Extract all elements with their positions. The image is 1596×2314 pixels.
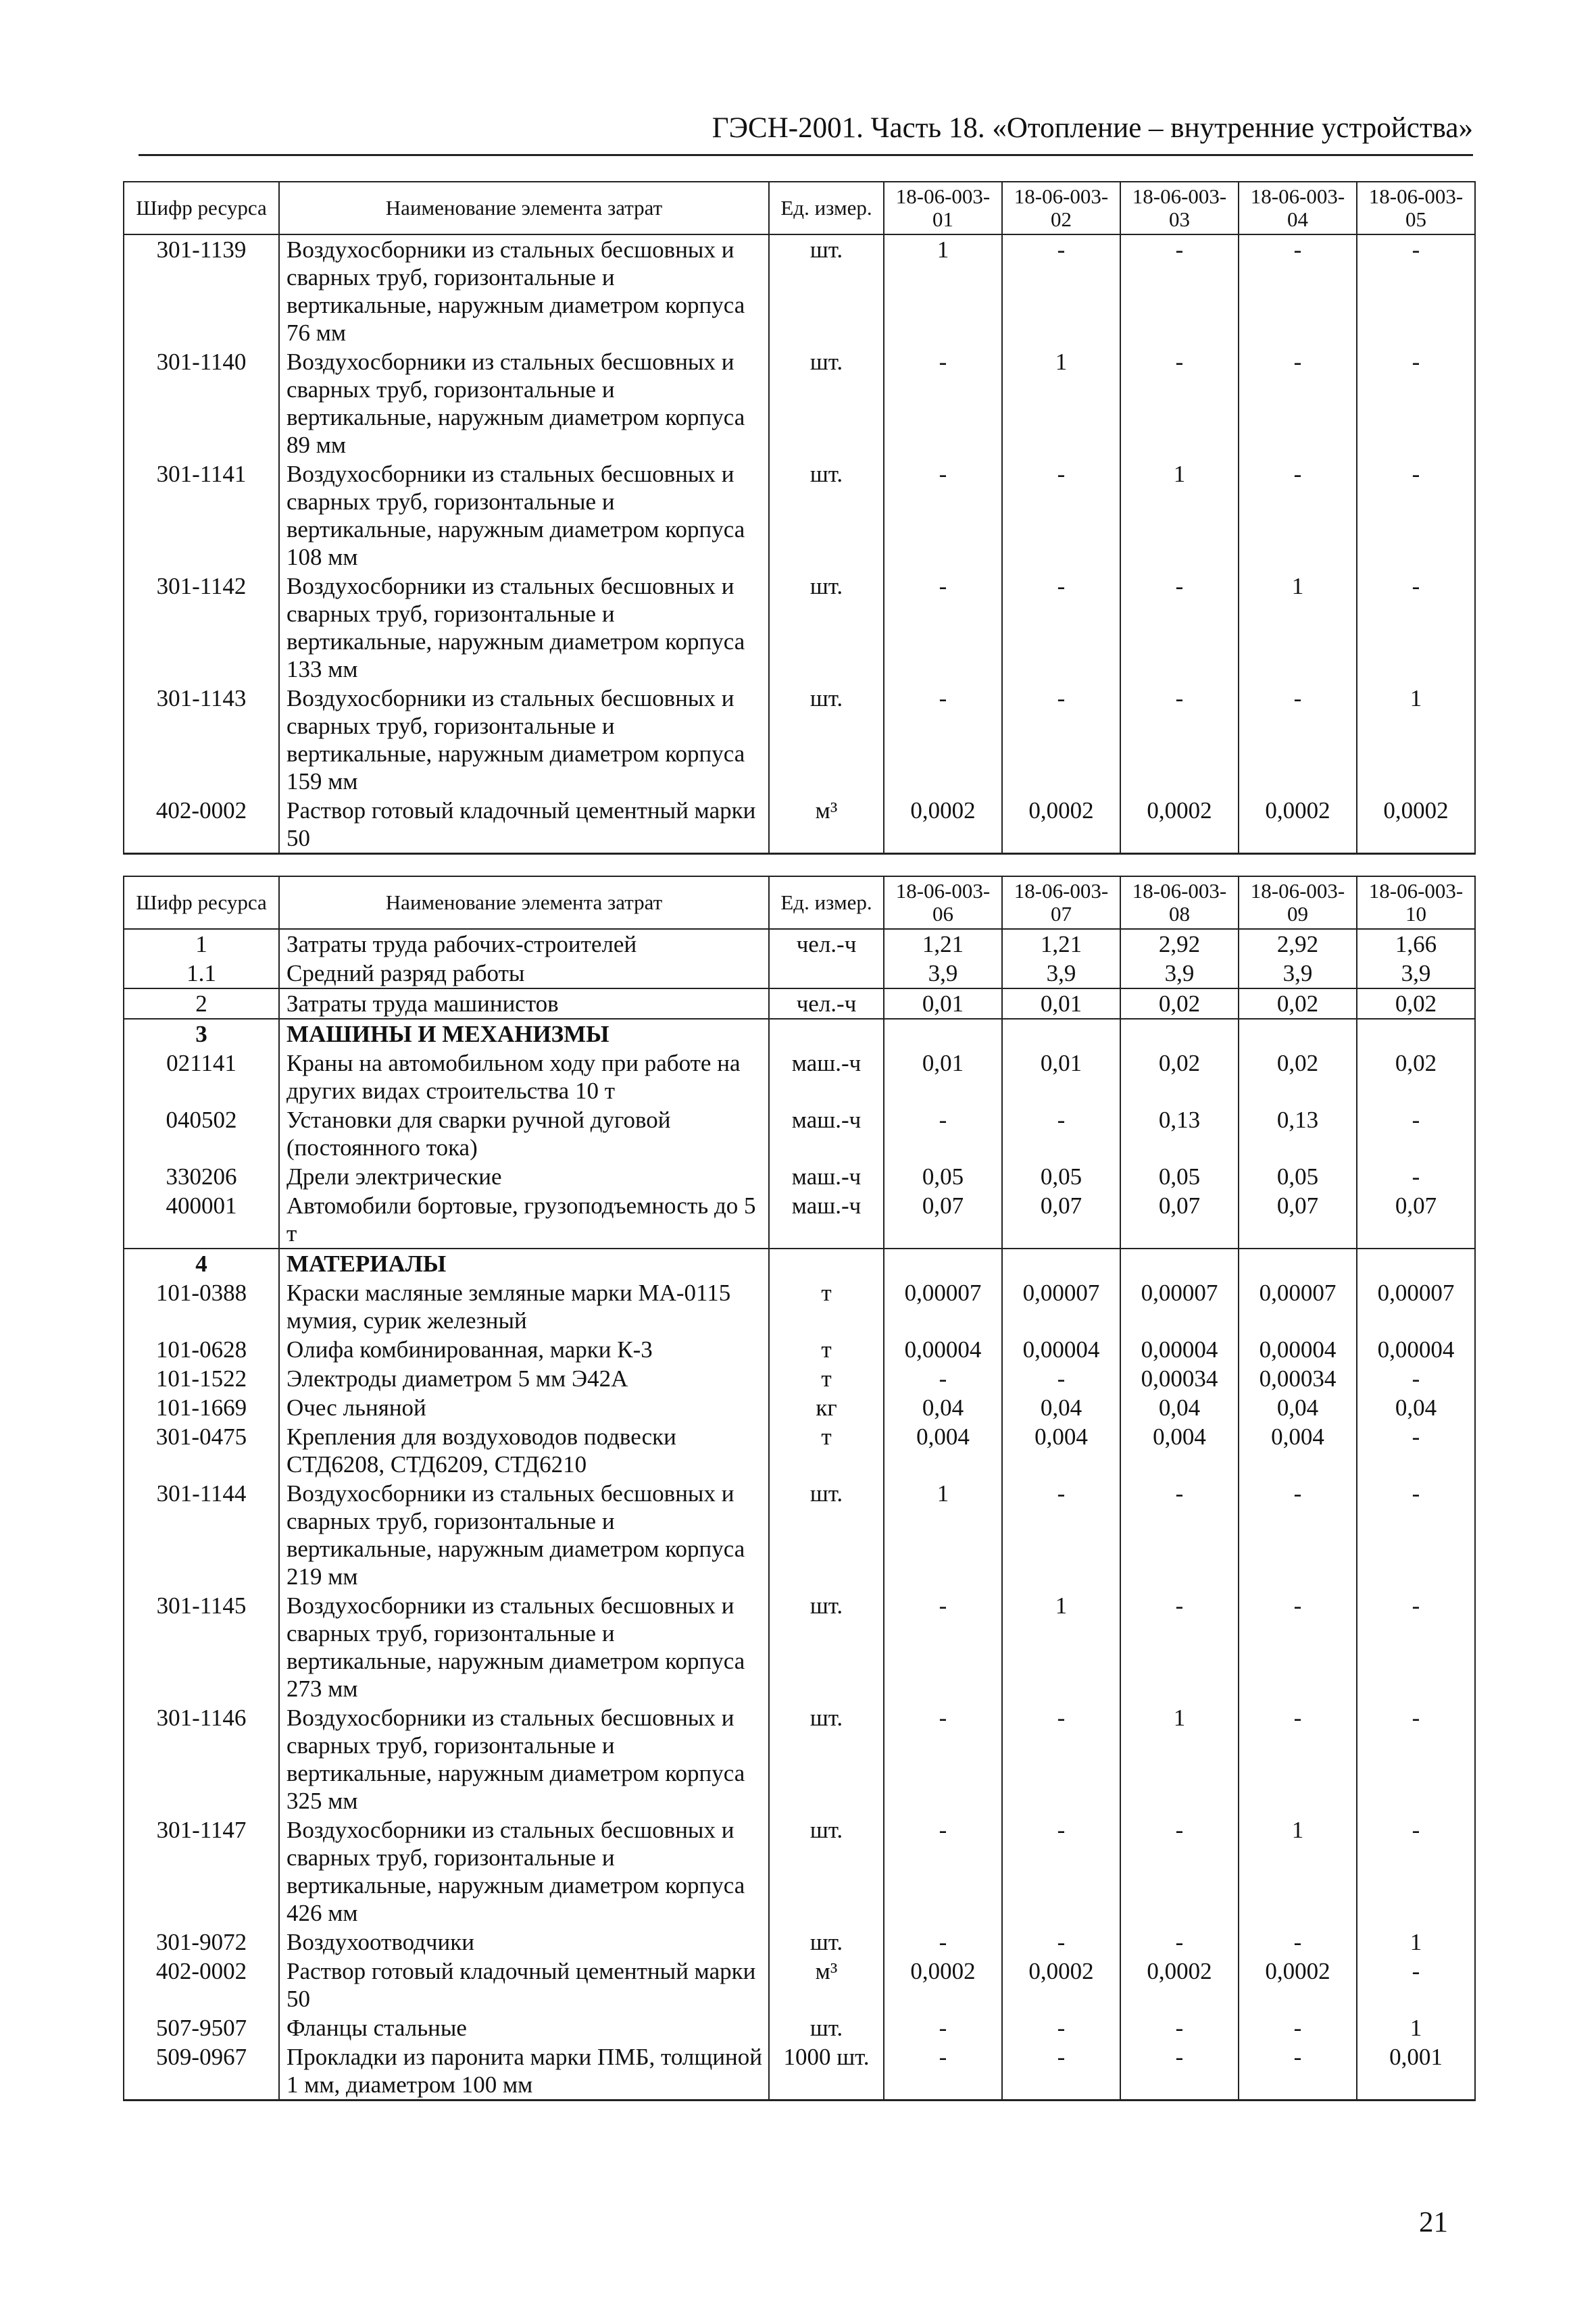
resource-value: - <box>1239 1703 1357 1815</box>
resource-value: - <box>1002 234 1120 347</box>
resource-value: - <box>1357 1162 1475 1191</box>
resource-value <box>1120 1019 1239 1049</box>
resource-code: 507-9507 <box>124 2013 279 2042</box>
resource-unit: шт. <box>769 572 884 684</box>
resource-value: 0,07 <box>1357 1191 1475 1249</box>
resource-value: - <box>884 2042 1002 2101</box>
resource-name: Раствор готовый кладочный цементный марки 50 <box>279 1957 769 2013</box>
table-row <box>124 1278 1475 1335</box>
column-header-unit: Ед. измер. <box>769 876 884 929</box>
resource-value: - <box>1120 684 1239 796</box>
resource-value: 0,04 <box>884 1393 1002 1422</box>
table-row <box>124 796 1475 854</box>
resource-unit: т <box>769 1335 884 1364</box>
resource-value: - <box>1120 1928 1239 1957</box>
resource-value: 1 <box>1120 1703 1239 1815</box>
resource-value <box>1357 1019 1475 1049</box>
resource-table-1 <box>123 181 1476 855</box>
resource-name: Затраты труда машинистов <box>279 988 769 1019</box>
resource-name: Очес льняной <box>279 1393 769 1422</box>
resource-code: 330206 <box>124 1162 279 1191</box>
resource-value: 1 <box>1002 347 1120 459</box>
table-row <box>124 572 1475 684</box>
resource-code: 301-1144 <box>124 1479 279 1591</box>
table-row <box>124 1191 1475 1249</box>
resource-value: - <box>1357 234 1475 347</box>
resource-value: 0,13 <box>1239 1105 1357 1162</box>
resource-value: - <box>1002 1479 1120 1591</box>
resource-value: - <box>884 572 1002 684</box>
resource-value: - <box>884 1591 1002 1703</box>
resource-value <box>1239 1249 1357 1278</box>
column-header-rate: 18-06-003-08 <box>1120 876 1239 929</box>
resource-name: Установки для сварки ручной дуговой (постоянного тока) <box>279 1105 769 1162</box>
table-row <box>124 234 1475 347</box>
resource-value: - <box>1120 2013 1239 2042</box>
resource-name: Краны на автомобильном ходу при работе на других видах строительства 10 т <box>279 1049 769 1105</box>
resource-unit <box>769 1019 884 1049</box>
resource-code: 301-9072 <box>124 1928 279 1957</box>
table-row <box>124 1105 1475 1162</box>
resource-value: - <box>884 1928 1002 1957</box>
column-header-name: Наименование элемента затрат <box>279 876 769 929</box>
resource-value: 0,04 <box>1239 1393 1357 1422</box>
resource-value: 0,02 <box>1239 988 1357 1019</box>
resource-value: 2,92 <box>1239 929 1357 959</box>
resource-value: 0,004 <box>1120 1422 1239 1479</box>
resource-value: 0,004 <box>884 1422 1002 1479</box>
table-row <box>124 1019 1475 1049</box>
resource-name: МАШИНЫ И МЕХАНИЗМЫ <box>279 1019 769 1049</box>
resource-value: - <box>1239 459 1357 572</box>
column-header-rate: 18-06-003-10 <box>1357 876 1475 929</box>
resource-value: 1 <box>1357 684 1475 796</box>
resource-value: - <box>1357 1957 1475 2013</box>
resource-name: Воздухосборники из стальных бесшовных и сварных труб, горизонтальные и вертикальные, наружным диаметром корпуса 159 мм <box>279 684 769 796</box>
resource-value: 1 <box>1239 1815 1357 1928</box>
resource-value: - <box>1002 1815 1120 1928</box>
resource-name: Краски масляные земляные марки МА-0115 мумия, сурик железный <box>279 1278 769 1335</box>
resource-code: 301-1140 <box>124 347 279 459</box>
resource-value: 3,9 <box>1002 959 1120 988</box>
resource-value: 0,004 <box>1239 1422 1357 1479</box>
resource-value: - <box>1120 234 1239 347</box>
resource-code: 101-1522 <box>124 1364 279 1393</box>
resource-value: - <box>1002 2013 1120 2042</box>
resource-value: 1,21 <box>1002 929 1120 959</box>
resource-value: 0,0002 <box>1239 1957 1357 2013</box>
resource-value: 1 <box>884 1479 1002 1591</box>
resource-value: 0,01 <box>884 988 1002 1019</box>
resource-name: Фланцы стальные <box>279 2013 769 2042</box>
resource-value: - <box>1239 347 1357 459</box>
resource-unit: 1000 шт. <box>769 2042 884 2101</box>
column-header-rate: 18-06-003-03 <box>1120 182 1239 234</box>
table-row <box>124 347 1475 459</box>
resource-value: - <box>1357 347 1475 459</box>
resource-value: - <box>1002 1928 1120 1957</box>
resource-unit: маш.-ч <box>769 1162 884 1191</box>
resource-code: 402-0002 <box>124 796 279 854</box>
table-row <box>124 988 1475 1019</box>
column-header-rate: 18-06-003-01 <box>884 182 1002 234</box>
resource-value: - <box>1002 1364 1120 1393</box>
resource-value: 0,0002 <box>884 796 1002 854</box>
resource-unit <box>769 959 884 988</box>
resource-value <box>884 1019 1002 1049</box>
resource-value: 0,004 <box>1002 1422 1120 1479</box>
resource-code: 301-1141 <box>124 459 279 572</box>
resource-unit: м³ <box>769 796 884 854</box>
table-row <box>124 1422 1475 1479</box>
resource-value: 0,0002 <box>1002 796 1120 854</box>
resource-value: 0,02 <box>1120 1049 1239 1105</box>
column-header-code: Шифр ресурса <box>124 182 279 234</box>
resource-value: - <box>1357 1815 1475 1928</box>
resource-value: 0,00007 <box>1002 1278 1120 1335</box>
resource-unit: шт. <box>769 1591 884 1703</box>
table-row <box>124 1479 1475 1591</box>
resource-code: 301-1147 <box>124 1815 279 1928</box>
resource-code: 301-1142 <box>124 572 279 684</box>
resource-unit: чел.-ч <box>769 988 884 1019</box>
resource-unit: шт. <box>769 684 884 796</box>
resource-value: 3,9 <box>884 959 1002 988</box>
resource-value: - <box>1357 1422 1475 1479</box>
resource-value <box>1002 1019 1120 1049</box>
resource-value: - <box>1002 2042 1120 2101</box>
resource-name: Дрели электрические <box>279 1162 769 1191</box>
resource-value: 2,92 <box>1120 929 1239 959</box>
resource-value: - <box>1357 572 1475 684</box>
column-header-unit: Ед. измер. <box>769 182 884 234</box>
resource-name: Крепления для воздуховодов подвески СТД6208, СТД6209, СТД6210 <box>279 1422 769 1479</box>
resource-table-2 <box>123 876 1476 2101</box>
resource-unit: м³ <box>769 1957 884 2013</box>
resource-value <box>1239 1019 1357 1049</box>
resource-value: 0,00007 <box>884 1278 1002 1335</box>
table-body <box>124 234 1475 854</box>
resource-value: 0,0002 <box>1120 796 1239 854</box>
resource-code: 101-0388 <box>124 1278 279 1335</box>
resource-code: 3 <box>124 1019 279 1049</box>
resource-value: 0,00004 <box>884 1335 1002 1364</box>
resource-value: 0,0002 <box>1239 796 1357 854</box>
resource-value: - <box>1120 347 1239 459</box>
resource-unit: чел.-ч <box>769 929 884 959</box>
table-row <box>124 1335 1475 1364</box>
table-header-row <box>124 182 1475 234</box>
resource-name: Воздухосборники из стальных бесшовных и сварных труб, горизонтальные и вертикальные, наружным диаметром корпуса 426 мм <box>279 1815 769 1928</box>
resource-unit: шт. <box>769 1479 884 1591</box>
resource-value: - <box>1120 1591 1239 1703</box>
resource-value: 0,05 <box>1002 1162 1120 1191</box>
resource-code: 402-0002 <box>124 1957 279 2013</box>
resource-value: 0,00034 <box>1239 1364 1357 1393</box>
resource-value: - <box>1002 684 1120 796</box>
table-row <box>124 1815 1475 1928</box>
resource-name: Воздухосборники из стальных бесшовных и сварных труб, горизонтальные и вертикальные, наружным диаметром корпуса 325 мм <box>279 1703 769 1815</box>
resource-value: 0,00007 <box>1357 1278 1475 1335</box>
resource-value: 0,0002 <box>1002 1957 1120 2013</box>
resource-name: Воздухосборники из стальных бесшовных и сварных труб, горизонтальные и вертикальные, наружным диаметром корпуса 273 мм <box>279 1591 769 1703</box>
table-row <box>124 929 1475 959</box>
resource-value: - <box>884 2013 1002 2042</box>
resource-name: Воздухосборники из стальных бесшовных и сварных труб, горизонтальные и вертикальные, наружным диаметром корпуса 219 мм <box>279 1479 769 1591</box>
resource-unit: маш.-ч <box>769 1105 884 1162</box>
resource-unit: шт. <box>769 1928 884 1957</box>
resource-code: 1.1 <box>124 959 279 988</box>
resource-value: 1 <box>884 234 1002 347</box>
resource-value <box>884 1249 1002 1278</box>
resource-unit: шт. <box>769 1815 884 1928</box>
resource-value: - <box>1239 2013 1357 2042</box>
resource-value: 0,0002 <box>884 1957 1002 2013</box>
resource-value: 0,00007 <box>1120 1278 1239 1335</box>
resource-value: 1 <box>1002 1591 1120 1703</box>
resource-value: - <box>884 1364 1002 1393</box>
resource-code: 301-0475 <box>124 1422 279 1479</box>
resource-unit: т <box>769 1422 884 1479</box>
resource-value: - <box>1357 1703 1475 1815</box>
resource-value <box>1002 1249 1120 1278</box>
resource-value: - <box>1239 1928 1357 1957</box>
resource-value: - <box>1239 2042 1357 2101</box>
resource-value: 0,00004 <box>1357 1335 1475 1364</box>
resource-name: Олифа комбинированная, марки К-3 <box>279 1335 769 1364</box>
resource-code: 400001 <box>124 1191 279 1249</box>
resource-name: Воздухосборники из стальных бесшовных и сварных труб, горизонтальные и вертикальные, наружным диаметром корпуса 76 мм <box>279 234 769 347</box>
table-row <box>124 459 1475 572</box>
resource-name: Прокладки из паронита марки ПМБ, толщиной 1 мм, диаметром 100 мм <box>279 2042 769 2101</box>
resource-value: 0,04 <box>1120 1393 1239 1422</box>
table-row <box>124 1393 1475 1422</box>
resource-value: 0,02 <box>1357 988 1475 1019</box>
resource-unit: шт. <box>769 347 884 459</box>
resource-unit: шт. <box>769 1703 884 1815</box>
resource-name: Средний разряд работы <box>279 959 769 988</box>
resource-value: - <box>1357 459 1475 572</box>
table-body <box>124 929 1475 2101</box>
table-row <box>124 1591 1475 1703</box>
resource-value: 0,00004 <box>1120 1335 1239 1364</box>
resource-value: 0,07 <box>1120 1191 1239 1249</box>
resource-value: 0,13 <box>1120 1105 1239 1162</box>
resource-unit: маш.-ч <box>769 1049 884 1105</box>
resource-value: 3,9 <box>1357 959 1475 988</box>
resource-value: 0,00004 <box>1002 1335 1120 1364</box>
resource-code: 509-0967 <box>124 2042 279 2101</box>
column-header-rate: 18-06-003-09 <box>1239 876 1357 929</box>
resource-name: Затраты труда рабочих-строителей <box>279 929 769 959</box>
resource-value: - <box>884 1105 1002 1162</box>
resource-value: 0,04 <box>1002 1393 1120 1422</box>
resource-value: - <box>1239 1479 1357 1591</box>
column-header-name: Наименование элемента затрат <box>279 182 769 234</box>
resource-value: - <box>1002 572 1120 684</box>
page-number: 21 <box>1419 2207 1448 2238</box>
resource-value: - <box>1120 1479 1239 1591</box>
resource-value: - <box>884 347 1002 459</box>
resource-value: - <box>1357 1364 1475 1393</box>
resource-code: 101-1669 <box>124 1393 279 1422</box>
column-header-rate: 18-06-003-04 <box>1239 182 1357 234</box>
resource-value: 0,02 <box>1357 1049 1475 1105</box>
resource-value: 0,05 <box>1120 1162 1239 1191</box>
resource-name: Воздухоотводчики <box>279 1928 769 1957</box>
resource-value: 1 <box>1357 2013 1475 2042</box>
resource-value: - <box>1357 1105 1475 1162</box>
table-row <box>124 1703 1475 1815</box>
resource-value: - <box>1357 1479 1475 1591</box>
resource-unit: шт. <box>769 2013 884 2042</box>
table-row <box>124 1364 1475 1393</box>
resource-name: Воздухосборники из стальных бесшовных и сварных труб, горизонтальные и вертикальные, наружным диаметром корпуса 108 мм <box>279 459 769 572</box>
resource-value: - <box>1002 459 1120 572</box>
resource-name: Воздухосборники из стальных бесшовных и сварных труб, горизонтальные и вертикальные, наружным диаметром корпуса 133 мм <box>279 572 769 684</box>
column-header-rate: 18-06-003-02 <box>1002 182 1120 234</box>
resource-value: 1,66 <box>1357 929 1475 959</box>
resource-unit: кг <box>769 1393 884 1422</box>
resource-unit: шт. <box>769 459 884 572</box>
resource-name: Автомобили бортовые, грузоподъемность до 5 т <box>279 1191 769 1249</box>
resource-value: 1 <box>1239 572 1357 684</box>
resource-value: - <box>1002 1105 1120 1162</box>
resource-value: 0,01 <box>1002 1049 1120 1105</box>
resource-value: 0,001 <box>1357 2042 1475 2101</box>
resource-name: Воздухосборники из стальных бесшовных и сварных труб, горизонтальные и вертикальные, наружным диаметром корпуса 89 мм <box>279 347 769 459</box>
table-row <box>124 684 1475 796</box>
resource-unit <box>769 1249 884 1278</box>
resource-unit: т <box>769 1278 884 1335</box>
page-header <box>139 108 1473 156</box>
table-row <box>124 1049 1475 1105</box>
resource-value: - <box>1120 572 1239 684</box>
resource-value: - <box>884 1815 1002 1928</box>
resource-value: 0,00007 <box>1239 1278 1357 1335</box>
resource-value: 0,00034 <box>1120 1364 1239 1393</box>
resource-unit: маш.-ч <box>769 1191 884 1249</box>
resource-code: 1 <box>124 929 279 959</box>
column-header-rate: 18-06-003-05 <box>1357 182 1475 234</box>
resource-value: 1,21 <box>884 929 1002 959</box>
resource-code: 301-1143 <box>124 684 279 796</box>
resource-value: - <box>1002 1703 1120 1815</box>
resource-value: 0,02 <box>1120 988 1239 1019</box>
resource-value: - <box>884 1703 1002 1815</box>
resource-name: МАТЕРИАЛЫ <box>279 1249 769 1278</box>
resource-unit: т <box>769 1364 884 1393</box>
resource-value: 0,0002 <box>1120 1957 1239 2013</box>
resource-value: - <box>1239 1591 1357 1703</box>
resource-value: - <box>884 684 1002 796</box>
document-title: ГЭСН-2001. Часть 18. «Отопление – внутренние устройства» <box>712 112 1473 144</box>
resource-value <box>1357 1249 1475 1278</box>
resource-value: 0,05 <box>1239 1162 1357 1191</box>
resource-unit: шт. <box>769 234 884 347</box>
resource-code: 301-1145 <box>124 1591 279 1703</box>
table-row <box>124 1162 1475 1191</box>
resource-value: 3,9 <box>1239 959 1357 988</box>
column-header-code: Шифр ресурса <box>124 876 279 929</box>
table-row <box>124 2042 1475 2101</box>
resource-value: - <box>1239 684 1357 796</box>
resource-value: 0,0002 <box>1357 796 1475 854</box>
resource-value: 0,02 <box>1239 1049 1357 1105</box>
resource-code: 4 <box>124 1249 279 1278</box>
resource-value: - <box>1120 1815 1239 1928</box>
resource-value: 0,07 <box>1239 1191 1357 1249</box>
resource-value: 0,01 <box>884 1049 1002 1105</box>
table-row <box>124 959 1475 988</box>
resource-code: 101-0628 <box>124 1335 279 1364</box>
resource-value: - <box>1239 234 1357 347</box>
column-header-rate: 18-06-003-06 <box>884 876 1002 929</box>
resource-code: 2 <box>124 988 279 1019</box>
resource-value: 0,00004 <box>1239 1335 1357 1364</box>
resource-value: 1 <box>1357 1928 1475 1957</box>
resource-value: - <box>1120 2042 1239 2101</box>
table-row <box>124 2013 1475 2042</box>
table-header-row <box>124 876 1475 929</box>
resource-value: 0,01 <box>1002 988 1120 1019</box>
resource-code: 301-1146 <box>124 1703 279 1815</box>
resource-code: 040502 <box>124 1105 279 1162</box>
resource-value: 3,9 <box>1120 959 1239 988</box>
resource-value: 0,07 <box>1002 1191 1120 1249</box>
resource-value: 0,04 <box>1357 1393 1475 1422</box>
table-row <box>124 1928 1475 1957</box>
resource-name: Раствор готовый кладочный цементный марки 50 <box>279 796 769 854</box>
resource-value: 0,05 <box>884 1162 1002 1191</box>
resource-value: - <box>884 459 1002 572</box>
resource-value: 1 <box>1120 459 1239 572</box>
resource-code: 301-1139 <box>124 234 279 347</box>
resource-code: 021141 <box>124 1049 279 1105</box>
resource-name: Электроды диаметром 5 мм Э42А <box>279 1364 769 1393</box>
resource-value <box>1120 1249 1239 1278</box>
table-row <box>124 1957 1475 2013</box>
resource-value: - <box>1357 1591 1475 1703</box>
column-header-rate: 18-06-003-07 <box>1002 876 1120 929</box>
table-row <box>124 1249 1475 1278</box>
resource-value: 0,07 <box>884 1191 1002 1249</box>
